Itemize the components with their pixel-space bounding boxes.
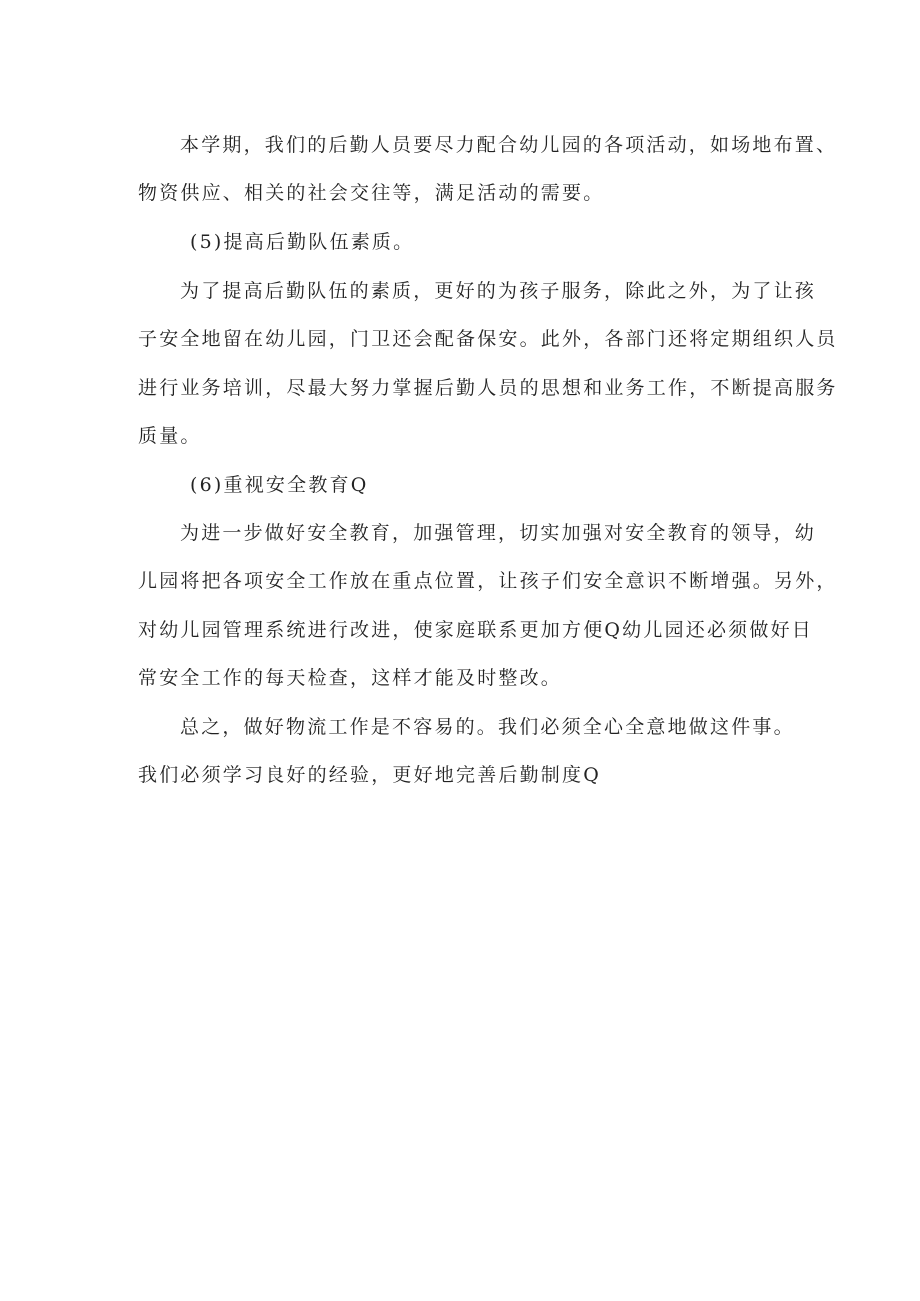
heading-6: (6)重视安全教育Q xyxy=(190,474,369,496)
paragraph-2-line-3: 进行业务培训，尽最大努力掌握后勤人员的思想和业务工作，不断提高服务 xyxy=(138,377,838,399)
heading-5: (5)提高后勤队伍素质。 xyxy=(190,231,415,253)
paragraph-2-line-1: 为了提高后勤队伍的素质，更好的为孩子服务，除此之外，为了让孩 xyxy=(180,280,817,302)
paragraph-3-line-1: 为进一步做好安全教育，加强管理，切实加强对安全教育的领导，幼 xyxy=(180,522,817,544)
paragraph-3-line-4: 常安全工作的每天检查，这样才能及时整改。 xyxy=(138,667,563,689)
paragraph-1-line-1: 本学期，我们的后勤人员要尽力配合幼儿园的各项活动，如场地布置、 xyxy=(180,134,838,156)
paragraph-2-line-4: 质量。 xyxy=(138,425,202,447)
paragraph-1-line-2: 物资供应、相关的社会交往等，满足活动的需要。 xyxy=(138,182,605,204)
paragraph-3-line-2: 儿园将把各项安全工作放在重点位置，让孩子们安全意识不断增强。另外， xyxy=(138,570,838,592)
paragraph-3-line-3: 对幼儿园管理系统进行改进，使家庭联系更加方便Q幼儿园还必须做好日 xyxy=(138,619,813,641)
paragraph-4-line-1: 总之，做好物流工作是不容易的。我们必须全心全意地做这件事。 xyxy=(180,716,795,738)
paragraph-5-line-1: 我们必须学习良好的经验，更好地完善后勤制度Q xyxy=(138,764,601,786)
paragraph-2-line-2: 子安全地留在幼儿园，门卫还会配备保安。此外，各部门还将定期组织人员 xyxy=(138,328,838,350)
